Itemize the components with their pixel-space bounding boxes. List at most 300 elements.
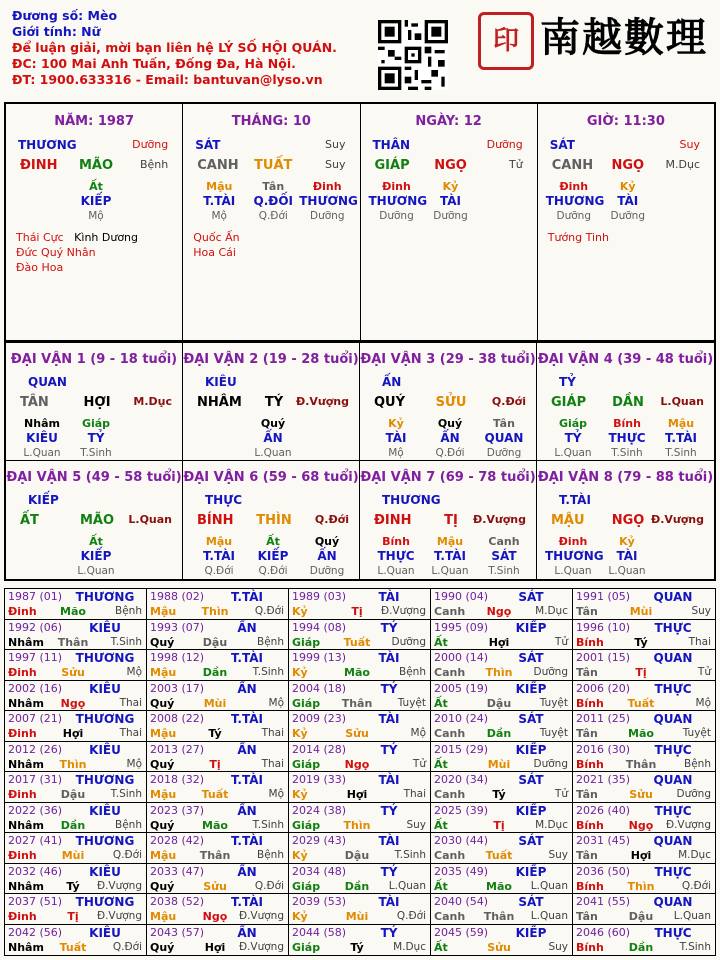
annual-can: Bính [576,879,604,893]
pillar-chi-stage: M.Dục [665,158,700,171]
pillar-extras [193,230,239,260]
annual-stage: Tuyệt [539,727,568,739]
gender: Giới tính: Nữ [12,24,101,39]
annual-chi: Sửu [345,727,369,740]
annual-star: SÁT [518,895,544,909]
red-seal-stamp: 印 [478,12,534,70]
hidden-star: TÀI [616,549,638,563]
annual-cell [5,894,147,925]
annual-cell [431,650,573,681]
annual-chi: Dậu [628,910,654,923]
annual-can: Tân [576,727,598,740]
annual-cell [573,803,715,834]
annual-chi: Tý [66,879,80,893]
annual-cell [147,833,289,864]
hidden-star: KIÊU [26,431,58,445]
annual-star: THƯƠNG [75,590,135,604]
annual-stage: Bệnh [684,757,711,770]
annual-can: Tân [576,605,598,618]
annual-can: Quý [150,879,175,893]
hidden-can: Quý [260,417,286,430]
hidden-can: Ất [89,535,103,548]
annual-can: Canh [434,605,466,618]
annual-star: ẤN [237,620,257,635]
annual-star: KIÊU [89,742,121,757]
annual-year: 2023 (37) [150,803,205,817]
annual-year: 2029 (43) [292,834,347,847]
annual-chi: Hợi [346,788,368,801]
annual-chi: Mão [60,605,86,618]
pillar-chi-stage: Tử [509,158,523,171]
dai-van-chi: MÃO [79,513,115,528]
annual-stage: Bệnh [399,666,426,678]
annual-cell [5,742,147,773]
pillar-can-stage: Suy [679,138,700,151]
annual-can: Nhâm [8,696,44,710]
annual-year: 2034 (48) [292,864,347,878]
annual-stage: Q.Đới [254,605,284,617]
dai-van-chi: TÝ [264,395,284,410]
annual-star: T.TÀI [231,590,263,604]
annual-cell [573,711,715,742]
annual-star: QUAN [653,651,693,665]
annual-chi: Thân [57,635,89,649]
annual-cell [147,742,289,773]
annual-can: Ất [434,696,448,710]
annual-stage: L.Quan [530,910,568,922]
annual-can: Nhâm [8,879,44,893]
dai-van-chi: HỢI [83,395,111,410]
dai-van-grid [4,341,716,581]
annual-stage: M.Dục [393,940,426,953]
annual-year: 2036 (50) [576,864,631,878]
annual-chi: Dần [60,818,86,832]
annual-stage: Đ.Vượng [96,910,142,922]
annual-can: Ất [434,757,448,771]
annual-can: Canh [434,910,466,923]
annual-cell [431,681,573,712]
annual-chi: Hợi [488,635,510,649]
hidden-star: T.TÀI [203,549,235,563]
annual-star: THỰC [654,681,692,696]
annual-star: THƯƠNG [75,651,135,665]
annual-cell [5,803,147,834]
dai-van-star: TỶ [559,375,576,389]
hidden-can: Bính [613,417,641,430]
annual-stage: Tuyệt [539,696,568,709]
annual-star: QUAN [653,895,693,909]
annual-year: 2027 (41) [8,834,63,847]
dai-van-stage: L.Quan [660,395,704,408]
annual-star: KIẾP [515,803,547,818]
dai-van-title: ĐẠI VẬN 2 (19 - 28 tuổi) [183,352,359,367]
annual-star: ẤN [237,742,257,757]
annual-cell [5,589,147,620]
annual-can: Đinh [8,849,37,862]
annual-stage: Đ.Vượng [96,879,142,892]
annual-year: 1989 (03) [292,590,347,603]
annual-stage: Bệnh [115,818,142,831]
annual-can: Kỷ [292,727,308,740]
hidden-star: TÀI [385,431,407,445]
annual-stage: Bệnh [257,849,284,861]
annual-chi: Thìn [485,666,513,679]
pillar-can: CANH [197,158,239,173]
annual-can: Nhâm [8,940,44,954]
dai-van-can: BÍNH [197,513,234,528]
annual-star: KIẾP [515,620,547,635]
annual-cell [147,681,289,712]
annual-chi: Thìn [201,605,229,618]
annual-chi: Dậu [344,849,370,862]
annual-chi: Sửu [203,879,227,893]
annual-year: 1995 (09) [434,620,489,634]
annual-cell [147,650,289,681]
dai-van-stage: Q.Đới [314,513,349,526]
annual-stage: L.Quan [673,910,711,922]
pillar-can-star: THÂN [372,138,411,152]
annual-year: 2019 (33) [292,773,347,786]
annual-can: Nhâm [8,757,44,771]
hidden-can: Tân [262,180,285,193]
annual-year: 1988 (02) [150,590,205,603]
dai-van-star: THỰC [205,493,243,507]
annual-year: 2037 (51) [8,895,63,908]
annual-stage: Bệnh [257,635,284,648]
annual-can: Ất [434,818,448,832]
annual-year: 2020 (34) [434,773,489,786]
annual-cell [147,894,289,925]
dai-van-chi: TỊ [444,513,458,528]
hidden-star: THƯƠNG [545,549,604,563]
annual-star: T.TÀI [231,834,263,848]
phone-email: ĐT: 1900.633316 - Email: bantuvan@lyso.vn [12,72,323,87]
annual-stage: M.Dục [535,605,568,617]
annual-cell [289,864,431,895]
hidden-star: THƯƠNG [299,194,358,208]
dai-van-stage: M.Dục [133,395,172,408]
hidden-stage: Q.Đới [258,565,288,577]
annual-year: 2039 (53) [292,895,347,908]
hidden-stage: Q.Đới [204,565,234,577]
dai-van-star: THƯƠNG [382,493,441,507]
annual-can: Mậu [150,727,177,740]
annual-can: Đinh [8,727,37,740]
annual-star: KIÊU [89,803,121,818]
annual-chi: Tị [351,605,363,618]
dai-van-stage: L.Quan [128,513,172,526]
annual-stage: Bệnh [115,605,142,617]
hidden-can: Giáp [81,417,111,430]
dai-van-can: GIÁP [551,395,587,410]
pillar-can-stage: Suy [325,138,346,151]
annual-can: Tân [576,666,598,679]
annual-star: T.TÀI [231,712,263,726]
pillar-extras [548,230,609,245]
pillar-chi: MÃO [78,158,114,173]
pillar-can: CANH [551,158,594,173]
annual-can: Bính [576,696,604,710]
annual-chi: Ngọ [486,605,512,618]
hidden-stage: T.Sinh [488,565,520,577]
annual-star: TỶ [380,864,398,879]
annual-cell [431,742,573,773]
annual-can: Quý [150,940,175,954]
annual-star: TÀI [378,651,400,665]
annual-stage: Mộ [268,696,284,709]
annual-stage: Thai [261,727,284,739]
annual-stage: Tử [412,757,426,770]
hidden-star: QUAN [484,431,524,445]
annual-chi: Tị [67,910,79,923]
dai-van-can: NHÂM [197,395,242,410]
annual-chi: Tý [350,940,364,954]
hidden-can: Bính [382,535,410,548]
annual-can: Tân [576,910,598,923]
annual-stage: Đ.Vượng [238,940,284,953]
hidden-stage: L.Quan [77,565,115,577]
annual-year: 2009 (23) [292,712,347,725]
hidden-stage: Dưỡng [310,210,345,222]
hidden-can: Mậu [667,417,695,430]
hidden-can: Tân [493,417,515,430]
hidden-star: KIẾP [257,549,289,563]
annual-can: Mậu [150,788,177,801]
annual-can: Giáp [292,635,321,649]
annual-star: THỰC [654,742,692,757]
annual-chi: Hợi [630,849,652,862]
annual-chi: Thìn [59,757,87,771]
annual-star: KIẾP [515,925,547,940]
annual-stage: Mộ [410,727,426,739]
hidden-can: Kỷ [388,417,404,430]
annual-cell [5,620,147,651]
annual-can: Mậu [150,849,177,862]
annual-year: 2011 (25) [576,712,631,725]
annual-can: Quý [150,818,175,832]
annual-cell [5,650,147,681]
annual-year: 1996 (10) [576,620,631,634]
hidden-can: Kỷ [619,535,635,548]
annual-can: Giáp [292,940,321,954]
four-pillars [4,102,716,342]
pillar-can-stage: Dưỡng [132,138,169,151]
annual-year: 2001 (15) [576,651,631,664]
annual-year: 2004 (18) [292,681,347,695]
annual-cell [573,589,715,620]
hidden-stage: Dưỡng [433,210,468,222]
annual-star: T.TÀI [231,773,263,787]
brand-logo: 南越數理 [540,14,708,61]
annual-can: Bính [576,940,604,954]
annual-stage: Thai [261,757,284,770]
annual-year: 1991 (05) [576,590,631,603]
annual-stage: Mộ [695,696,711,709]
annual-chi: Tý [208,727,222,740]
annual-stage: T.Sinh [110,788,142,800]
hidden-stage: Dưỡng [379,210,414,222]
annual-stage: Tử [554,635,568,648]
dai-van-chi: THÌN [256,513,292,528]
dai-van-can: ĐINH [374,513,412,528]
annual-star: KIẾP [515,681,547,696]
annual-cell [147,803,289,834]
annual-year: 2021 (35) [576,773,631,786]
annual-can: Canh [434,666,466,679]
annual-year: 2038 (52) [150,895,205,908]
annual-year: 2033 (47) [150,864,205,878]
annual-star: THỰC [654,864,692,879]
hidden-stage: L.Quan [608,565,646,577]
annual-year: 2030 (44) [434,834,489,847]
annual-can: Canh [434,849,466,862]
annual-stage: Mộ [268,788,284,800]
annual-year: 2016 (30) [576,742,631,756]
annual-chi: Tị [635,666,647,679]
annual-chi: Thân [483,910,515,923]
dai-van-title: ĐẠI VẬN 7 (69 - 78 tuổi) [360,470,536,485]
annual-stage: Tử [554,788,568,800]
annual-chi: Mùi [487,757,511,771]
annual-can: Kỷ [292,605,308,618]
annual-year: 2025 (39) [434,803,489,817]
annual-year: 2043 (57) [150,925,205,939]
hidden-star: TỶ [87,431,105,445]
hidden-stage: Dưỡng [486,447,522,459]
annual-chi: Mão [486,879,512,893]
pillar-title: GIỜ: 11:30 [586,114,665,129]
annual-cell [431,620,573,651]
hidden-can: Đinh [382,180,411,193]
annual-stage: Thai [119,727,142,739]
annual-star: TỶ [380,925,398,940]
extra-star: Đức Quý Nhân [16,246,96,259]
annual-star: THỰC [654,620,692,635]
annual-chi: Dậu [60,788,86,801]
annual-stage: T.Sinh [110,635,142,648]
owner-name: Đương số: Mèo [12,8,118,23]
hidden-stage: T.Sinh [80,447,112,459]
annual-chi: Mão [344,666,370,679]
annual-can: Quý [150,696,175,710]
annual-star: KIÊU [89,925,121,940]
annual-star: ẤN [237,803,257,818]
annual-cell [289,650,431,681]
annual-can: Giáp [292,879,321,893]
annual-year: 1999 (13) [292,651,347,664]
hidden-star: SÁT [491,549,517,563]
hidden-stage: T.Sinh [611,447,643,459]
hidden-star: TÀI [617,194,639,208]
pillar-chi-stage: Bệnh [139,158,169,171]
annual-star: KIẾP [515,742,547,757]
dai-van-can: ẤT [20,513,39,528]
dai-van-8 [537,461,714,579]
annual-chi: Sửu [629,788,653,801]
annual-star: KIÊU [89,681,121,696]
annual-star: SÁT [518,712,544,726]
hidden-can: Quý [314,535,340,548]
hidden-star: ẤN [317,549,337,563]
annual-cell [289,589,431,620]
annual-cell [5,711,147,742]
annual-stage: Đ.Vượng [238,910,284,922]
hidden-star: Q.ĐỐI [253,194,293,208]
extra-line [548,230,609,245]
dai-van-stage: Q.Đới [491,395,526,408]
annual-stage: L.Quan [530,879,568,892]
annual-year: 2007 (21) [8,712,63,725]
annual-stage: Q.Đới [254,879,284,892]
annual-stage: T.Sinh [394,849,426,861]
annual-stage: T.Sinh [679,940,711,953]
dai-van-5 [6,461,183,579]
annual-cell [431,864,573,895]
pillar-chi-stage: Suy [325,158,346,171]
annual-can: Bính [576,818,604,832]
hidden-can: Ất [266,535,280,548]
annual-chi: Ngọ [344,757,370,771]
annual-can: Ất [434,879,448,893]
annual-luck-grid [4,588,716,956]
pillar-2 [183,104,360,340]
annual-stage: Q.Đới [112,940,142,953]
annual-stage: T.Sinh [252,818,284,831]
pillar-4 [538,104,714,340]
annual-year: 2044 (58) [292,925,347,939]
dai-van-1 [6,343,183,461]
annual-star: TỶ [380,620,398,635]
annual-chi: Tuất [627,696,655,710]
annual-star: ẤN [237,681,257,696]
annual-chi: Dần [344,879,370,893]
annual-year: 2006 (20) [576,681,631,695]
annual-year: 2026 (40) [576,803,631,817]
annual-can: Giáp [292,818,321,832]
dai-van-title: ĐẠI VẬN 8 (79 - 88 tuổi) [537,470,714,485]
annual-chi: Hợi [204,940,226,954]
hidden-stage: Dưỡng [610,210,645,222]
annual-year: 1998 (12) [150,651,205,664]
extra-star: Kình Dương [63,231,139,244]
annual-stage: M.Dục [535,818,568,831]
hidden-stage: L.Quan [554,447,592,459]
hidden-stage: T.Sinh [665,447,697,459]
dai-van-4 [537,343,714,461]
annual-stage: Tuyệt [397,696,426,709]
hidden-star: T.TÀI [203,194,236,208]
annual-star: KIÊU [89,620,121,635]
annual-year: 2032 (46) [8,864,63,878]
annual-star: TỶ [380,803,398,818]
annual-year: 2015 (29) [434,742,489,756]
hidden-can: Đinh [559,180,589,193]
pillar-can: ĐINH [20,158,58,173]
hidden-stage: Mộ [88,210,104,222]
dai-van-2 [183,343,360,461]
hidden-stage: L.Quan [431,565,469,577]
annual-cell [5,833,147,864]
hidden-stage: L.Quan [23,447,61,459]
pillar-can-star: SÁT [195,138,221,152]
annual-stage: Đ.Vượng [665,818,711,831]
hidden-stage: Dưỡng [309,565,345,577]
annual-cell [147,589,289,620]
annual-chi: Mùi [203,696,227,710]
annual-year: 1992 (06) [8,620,63,634]
dai-van-title: ĐẠI VẬN 4 (39 - 48 tuổi) [537,352,714,367]
hidden-star: THƯƠNG [545,194,605,208]
